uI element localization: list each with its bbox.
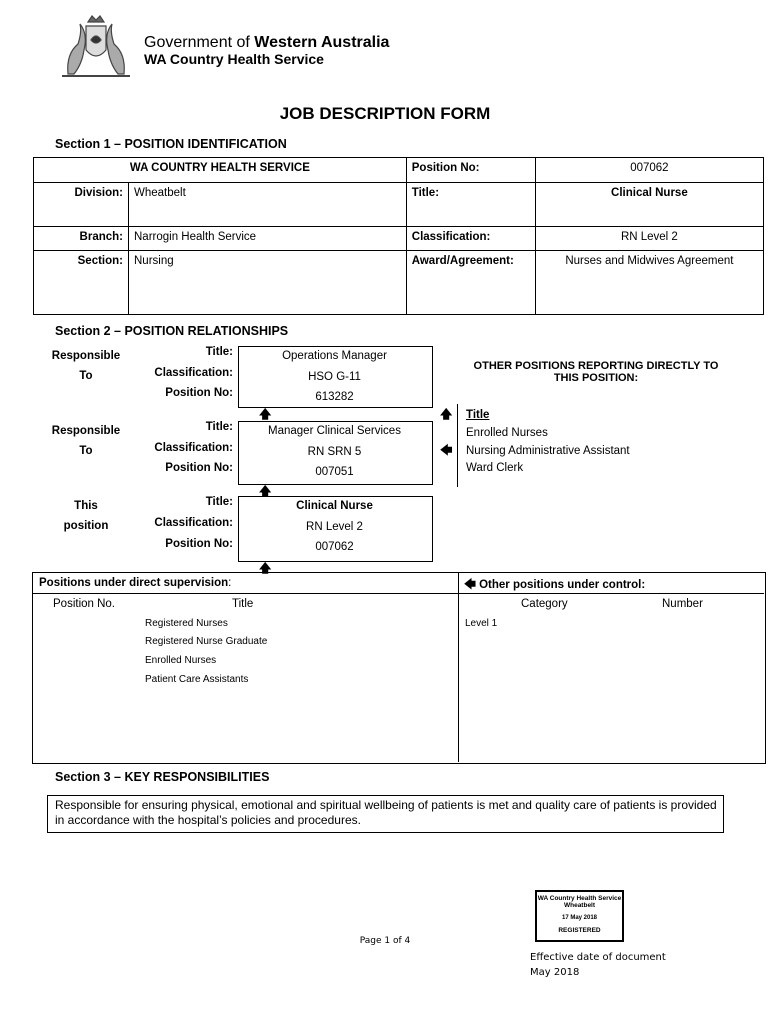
section-label: Section: <box>34 251 129 315</box>
l1-position-no-label: Position No: <box>165 387 233 399</box>
division-label: Division: <box>34 183 129 227</box>
l1-classification: HSO G-11 <box>308 371 361 383</box>
title-label: Title: <box>406 183 535 227</box>
responsibilities-text: Responsible for ensuring physical, emotional and spiritual wellbeing of patients is met and quality care of patients is provided in accordance with the hospital’s policies and procedures. <box>55 798 717 827</box>
arrow-up-icon: 🡅 <box>259 484 272 498</box>
supervised-title: Enrolled Nurses <box>145 655 217 666</box>
l3-position-no-label: Position No: <box>165 538 233 550</box>
classification-value: RN Level 2 <box>535 227 763 251</box>
l1-title-label: Title: <box>205 346 233 358</box>
page-number: Page 1 of 4 <box>359 936 411 946</box>
arrow-left-icon: 🡄 <box>440 443 453 457</box>
l3-title-label: Title: <box>205 496 233 508</box>
responsible-to-1-a: Responsible <box>51 350 121 362</box>
l1-position-no: 613282 <box>315 391 354 403</box>
stamp-status: REGISTERED <box>558 927 601 934</box>
other-position-item: Enrolled Nurses <box>466 427 548 439</box>
responsible-to-2-b: To <box>79 445 93 457</box>
l3-classification: RN Level 2 <box>306 521 363 533</box>
stamp-line1: WA Country Health Service <box>537 895 622 902</box>
award-value: Nurses and Midwives Agreement <box>535 251 763 315</box>
col-position-no: Position No. <box>53 598 116 610</box>
other-title-label: Title <box>466 409 490 421</box>
arrow-up-icon: 🡅 <box>259 561 272 575</box>
direct-supervision-text: Positions under direct supervision <box>39 577 229 589</box>
position-no-value: 007062 <box>535 158 763 183</box>
stamp-date: 17 May 2018 <box>561 915 598 921</box>
arrow-up-icon: 🡅 <box>259 407 272 421</box>
other-positions-divider <box>457 404 458 487</box>
supervision-header-divider <box>32 593 764 594</box>
division-value: Wheatbelt <box>129 183 407 227</box>
arrow-left-icon: 🡄 <box>464 579 476 591</box>
l1-classification-label: Classification: <box>154 367 233 379</box>
direct-supervision-heading <box>39 577 231 589</box>
other-positions-heading-1: OTHER POSITIONS REPORTING DIRECTLY TO <box>473 360 719 372</box>
this-position-b: position <box>63 520 109 532</box>
l2-position-no: 007051 <box>315 466 354 478</box>
position-identification-table <box>33 157 764 315</box>
supervised-title: Patient Care Assistants <box>145 674 249 685</box>
other-position-item: Nursing Administrative Assistant <box>466 445 630 457</box>
other-position-item: Ward Clerk <box>466 462 524 474</box>
section3-heading: Section 3 – KEY RESPONSIBILITIES <box>55 770 270 784</box>
l2-position-no-label: Position No: <box>165 462 233 474</box>
l3-classification-label: Classification: <box>154 517 233 529</box>
col-title: Title <box>232 598 254 610</box>
supervised-title: Registered Nurses <box>145 618 228 629</box>
effective-date-value: May 2018 <box>530 967 580 978</box>
l2-title: Manager Clinical Services <box>268 425 401 437</box>
title-value: Clinical Nurse <box>535 183 763 227</box>
supervision-col-divider <box>458 572 459 762</box>
registered-stamp <box>535 890 624 942</box>
gov-name: Western Australia <box>254 34 390 51</box>
section-value: Nursing <box>129 251 407 315</box>
section1-heading: Section 1 – POSITION IDENTIFICATION <box>55 137 287 151</box>
this-position-a: This <box>74 500 98 512</box>
other-positions-heading-2: THIS POSITION: <box>553 372 639 384</box>
responsible-to-2-a: Responsible <box>51 425 121 437</box>
effective-date-label: Effective date of document <box>530 952 666 963</box>
direct-supervision-colon: : <box>228 577 232 589</box>
l3-title: Clinical Nurse <box>296 500 373 512</box>
service-title: WA Country Health Service <box>144 51 324 67</box>
arrow-up-icon: 🡅 <box>440 407 453 421</box>
branch-label: Branch: <box>34 227 129 251</box>
l2-classification: RN SRN 5 <box>307 446 362 458</box>
document-title: JOB DESCRIPTION FORM <box>279 104 491 123</box>
position-no-label: Position No: <box>406 158 535 183</box>
classification-label: Classification: <box>406 227 535 251</box>
l1-title: Operations Manager <box>282 350 387 362</box>
award-label: Award/Agreement: <box>406 251 535 315</box>
gov-prefix: Government of <box>144 34 255 51</box>
government-title <box>144 34 389 52</box>
l2-classification-label: Classification: <box>154 442 233 454</box>
l2-title-label: Title: <box>205 421 233 433</box>
other-control-text: Other positions under control: <box>479 579 646 591</box>
category-value: Level 1 <box>465 618 498 629</box>
col-category: Category <box>521 598 568 610</box>
responsible-to-1-b: To <box>79 370 93 382</box>
branch-value: Narrogin Health Service <box>129 227 407 251</box>
other-control-heading <box>464 577 645 596</box>
section2-heading: Section 2 – POSITION RELATIONSHIPS <box>55 324 289 338</box>
supervision-table <box>32 572 766 764</box>
coat-of-arms-logo <box>58 14 134 84</box>
supervised-title: Registered Nurse Graduate <box>145 636 268 647</box>
stamp-line2: Wheatbelt <box>563 902 596 909</box>
col-number: Number <box>662 598 703 610</box>
l3-position-no: 007062 <box>315 541 354 553</box>
org-cell: WA COUNTRY HEALTH SERVICE <box>34 158 407 183</box>
